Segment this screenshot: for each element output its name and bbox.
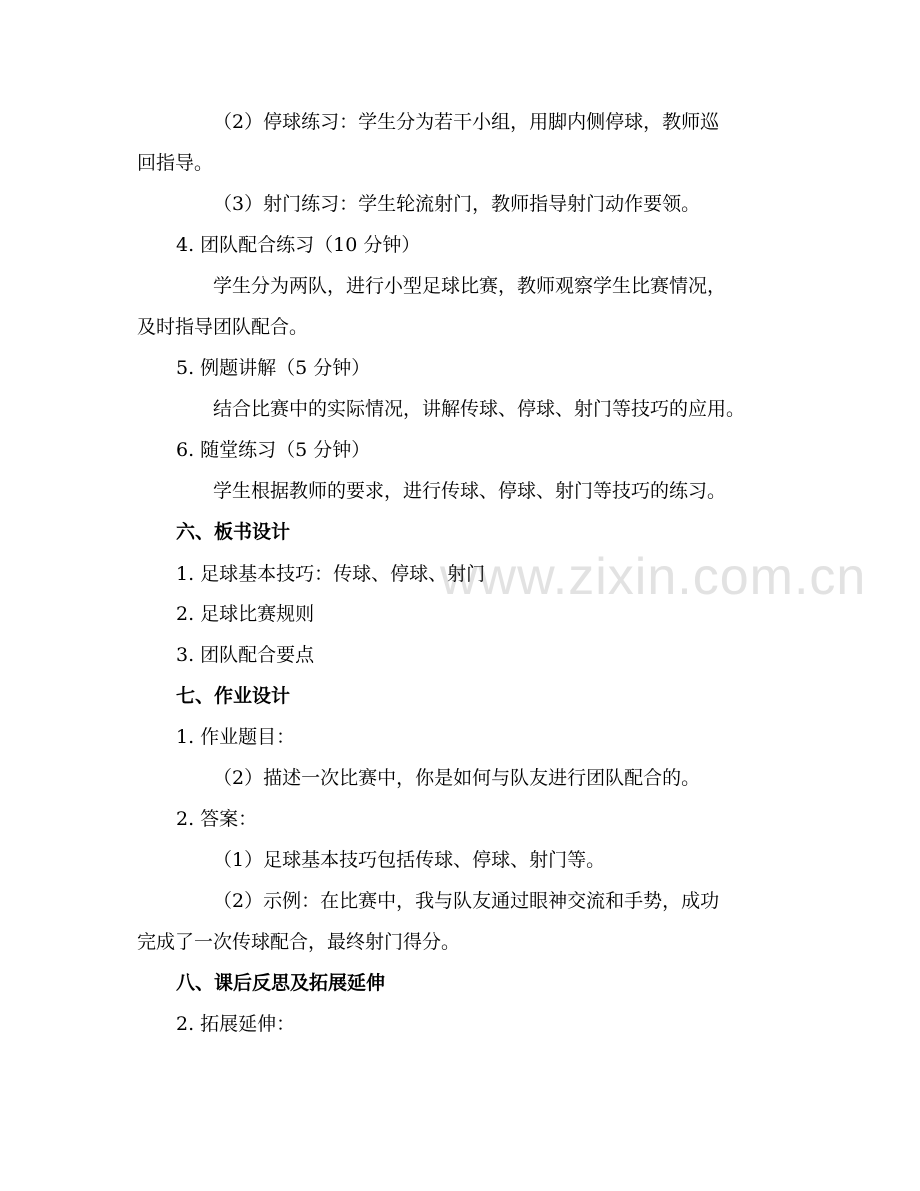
list-item: 5. 例题讲解（5 分钟） bbox=[176, 357, 371, 379]
list-item: 2. 足球比赛规则 bbox=[176, 603, 315, 625]
list-item: 2. 拓展延伸： bbox=[176, 1013, 296, 1035]
list-item: 1. 足球基本技巧：传球、停球、射门 bbox=[176, 563, 486, 585]
section-heading: 八、课后反思及拓展延伸 bbox=[176, 972, 386, 994]
paragraph-line: （2）停球练习：学生分为若干小组，用脚内侧停球，教师巡 bbox=[213, 111, 720, 133]
paragraph-line: 回指导。 bbox=[137, 152, 214, 174]
paragraph-line: 学生分为两队，进行小型足球比赛，教师观察学生比赛情况， bbox=[213, 275, 727, 297]
list-item: 1. 作业题目： bbox=[176, 726, 296, 748]
paragraph-line: （3）射门练习：学生轮流射门，教师指导射门动作要领。 bbox=[213, 193, 701, 215]
list-item: 3. 团队配合要点 bbox=[176, 644, 315, 666]
paragraph-line: 结合比赛中的实际情况，讲解传球、停球、射门等技巧的应用。 bbox=[213, 398, 746, 420]
paragraph-line: （2）描述一次比赛中，你是如何与队友进行团队配合的。 bbox=[213, 767, 701, 789]
section-heading: 六、板书设计 bbox=[176, 521, 291, 543]
list-item: 4. 团队配合练习（10 分钟） bbox=[176, 234, 421, 256]
paragraph-line: 学生根据教师的要求，进行传球、停球、射门等技巧的练习。 bbox=[213, 480, 727, 502]
section-heading: 七、作业设计 bbox=[176, 685, 291, 707]
watermark: www.zixin.com.cn bbox=[440, 548, 867, 606]
paragraph-line: 及时指导团队配合。 bbox=[137, 316, 309, 338]
paragraph-line: 完成了一次传球配合，最终射门得分。 bbox=[137, 931, 461, 953]
paragraph-line: （2）示例：在比赛中，我与队友通过眼神交流和手势，成功 bbox=[213, 890, 720, 912]
paragraph-line: （1）足球基本技巧包括传球、停球、射门等。 bbox=[213, 849, 606, 871]
list-item: 2. 答案： bbox=[176, 808, 258, 830]
list-item: 6. 随堂练习（5 分钟） bbox=[176, 439, 371, 461]
